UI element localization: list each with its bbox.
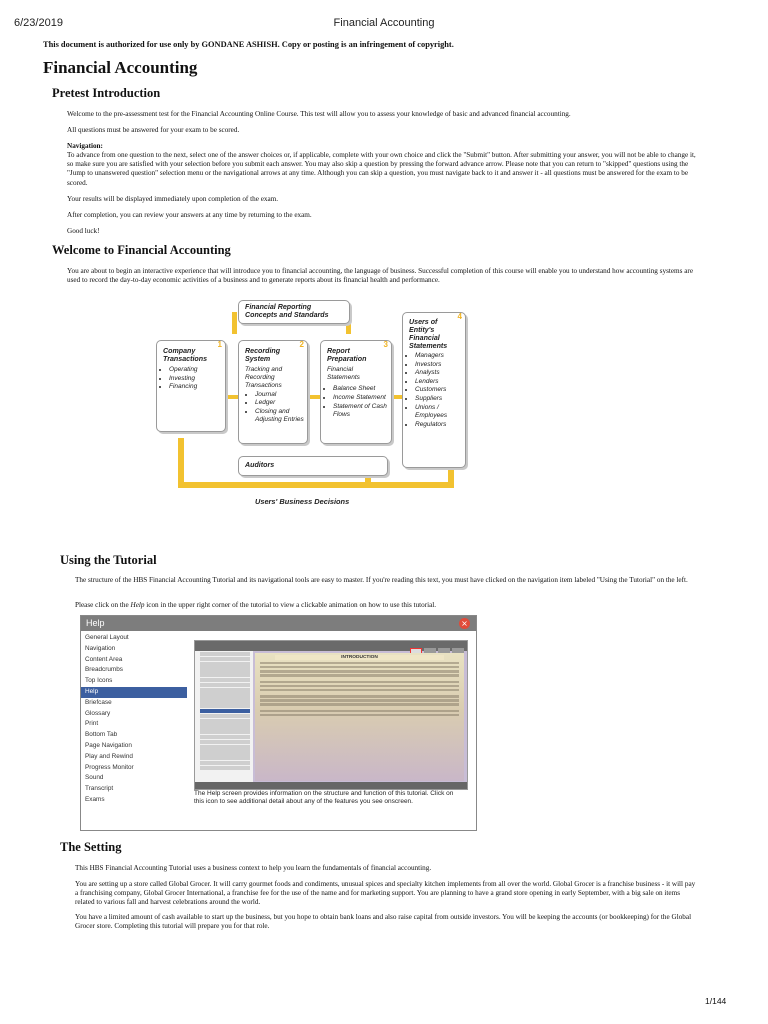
list-item: • Ledger — [255, 399, 307, 408]
report-preparation-box — [320, 340, 392, 444]
welcome-text: You are about to begin an interactive experience that will introduce you to financial accounting, the language of business. Successful completion of this course will enable you to understand how accounting systems are used to record the day-to-day economic activities of a business and to generate reports about its financial health and performance. — [67, 267, 694, 285]
feedback-arrow-right — [448, 466, 454, 488]
list-item: • Operating — [169, 366, 225, 375]
report-preparation-title: Report Preparation — [327, 347, 367, 363]
recording-system-subtitle: Tracking and Recording Transactions — [245, 366, 283, 390]
recording-system-list — [239, 391, 307, 425]
tutorial-help-pre: Please click on the — [75, 601, 131, 609]
help-menu-item-active[interactable]: Help — [81, 687, 187, 698]
list-item: • Unions / Employees — [415, 404, 465, 421]
welcome-heading: Welcome to Financial Accounting — [52, 243, 231, 257]
pretest-results: Your results will be displayed immediately upon completion of the exam. — [67, 195, 279, 203]
screenshot-content — [255, 653, 464, 781]
setting-story: You are setting up a store called Global Grocer. It will carry gourmet foods and condiments, unusual spices and specialty kitchen implements from all over the world. Global Grocer is a franchise business - it will pay a franchising company, Global Grocer International, a franchise fee for the use of the name and for marketing support. You are planning to have a grand store opening in early September, with a big sale on items related to various fall and harvest celebrations around the world. — [75, 880, 696, 907]
list-item: • Regulators — [415, 421, 465, 430]
navigation-label — [67, 142, 699, 151]
tutorial-text: The structure of the HBS Financial Accounting Tutorial and its navigational tools are easy to master. If you're reading this text, you must have clicked on the navigation item labeled "Using the Tutorial" on the left. — [75, 576, 688, 584]
list-item: • Analysts — [415, 369, 465, 378]
concepts-arrow-left — [232, 312, 237, 334]
auditors-box — [238, 456, 388, 476]
help-title: Help — [86, 618, 105, 628]
report-preparation-list — [321, 385, 391, 419]
pretest-review: After completion, you can review your answers at any time by returning to the exam. — [67, 211, 312, 219]
step-number-3: 3 — [383, 340, 388, 349]
users-box — [402, 312, 466, 468]
pretest-heading: Pretest Introduction — [52, 86, 161, 100]
screenshot-bottom-bar — [195, 782, 467, 789]
help-title-bar — [81, 616, 476, 631]
list-item: • Customers — [415, 386, 465, 395]
help-menu-item[interactable]: Sound — [85, 774, 104, 782]
reporting-concepts-box — [238, 300, 350, 324]
print-header-title: Financial Accounting — [333, 17, 435, 29]
help-menu-item[interactable]: Transcript — [85, 785, 114, 793]
help-menu-item[interactable]: Progress Monitor — [85, 763, 134, 771]
help-menu-item[interactable]: Play and Rewind — [85, 752, 133, 760]
company-transactions-box — [156, 340, 226, 432]
list-item: • Income Statement — [333, 394, 391, 403]
help-menu-item[interactable]: Breadcrumbs — [85, 666, 124, 674]
users-title: Users of Entity's Financial Statements — [409, 318, 448, 350]
feedback-arrow-left — [178, 438, 184, 488]
list-item: • Closing and Adjusting Entries — [255, 408, 307, 425]
setting-intro: This HBS Financial Accounting Tutorial uses a business context to help you learn the fundamentals of financial accounting. — [75, 864, 432, 872]
recording-system-box — [238, 340, 308, 444]
screenshot-toolbar — [195, 641, 467, 651]
tutorial-help-hint — [75, 601, 707, 610]
help-menu-item[interactable]: Print — [85, 720, 99, 728]
help-menu-item[interactable]: General Layout — [85, 634, 129, 641]
pretest-intro: Welcome to the pre-assessment test for the Financial Accounting Online Course. This test will allow you to assess your knowledge of basic and advanced financial accounting. — [67, 110, 571, 118]
tutorial-heading: Using the Tutorial — [60, 553, 157, 567]
tutorial-help-word: Help — [130, 601, 145, 609]
feedback-arrow-bottom — [178, 482, 454, 488]
company-transactions-title: Company Transactions — [163, 347, 208, 363]
screenshot-nav — [195, 651, 253, 782]
help-menu-item[interactable]: Content Area — [85, 655, 123, 663]
step-number-4: 4 — [457, 312, 462, 321]
list-item: • Financing — [169, 383, 225, 392]
tutorial-help-post: icon in the upper right corner of the tutorial to view a clickable animation on how to use this tutorial. — [144, 601, 437, 609]
help-menu-item[interactable]: Navigation — [85, 644, 116, 652]
recording-system-title: Recording System — [245, 347, 281, 363]
list-item: • Investors — [415, 361, 465, 370]
setting-heading: The Setting — [60, 840, 122, 854]
tutorial-screenshot — [194, 640, 468, 790]
list-item: • Managers — [415, 352, 465, 361]
help-caption: The Help screen provides information on the structure and function of this tutorial. Click on this icon to see additional detail about any of the features you see onscreen. — [194, 790, 454, 805]
help-menu-item[interactable]: Page Navigation — [85, 741, 132, 749]
report-preparation-subtitle: Financial Statements — [327, 366, 360, 382]
reporting-concepts-label: Financial Reporting Concepts and Standards — [245, 303, 329, 319]
pretest-requirement: All questions must be answered for your exam to be scored. — [67, 126, 240, 134]
page-title: Financial Accounting — [43, 58, 198, 77]
list-item: • Balance Sheet — [333, 385, 391, 394]
print-date: 6/23/2019 — [14, 17, 63, 29]
help-menu — [81, 633, 187, 806]
decisions-label: Users' Business Decisions — [255, 497, 350, 506]
pretest-good-luck: Good luck! — [67, 227, 100, 235]
company-transactions-list — [157, 366, 225, 392]
list-item: • Lenders — [415, 378, 465, 387]
auditors-label: Auditors — [245, 461, 275, 469]
step-number-1: 1 — [217, 340, 222, 349]
step-number-2: 2 — [299, 340, 304, 349]
list-item: • Suppliers — [415, 395, 465, 404]
screenshot-content-title: INTRODUCTION — [275, 655, 444, 660]
users-list — [403, 352, 465, 429]
list-item: • Journal — [255, 391, 307, 400]
close-icon[interactable]: × — [459, 618, 470, 629]
list-item: • Investing — [169, 375, 225, 384]
setting-role: You have a limited amount of cash available to start up the business, but you hope to obtain bank loans and also raise capital from outside investors. You will be keeping the accounts (or bookkeeping) for the Global Grocer store. Completing this tutorial will prepare you for that role. — [75, 913, 692, 931]
help-menu-item[interactable]: Exams — [85, 795, 105, 803]
help-menu-item[interactable]: Bottom Tab — [85, 731, 118, 739]
help-menu-item[interactable]: Glossary — [85, 709, 111, 717]
page-number: 1/144 — [705, 996, 727, 1006]
accounting-flow-diagram — [150, 298, 470, 510]
list-item: • Statement of Cash Flows — [333, 403, 391, 420]
help-window — [80, 615, 477, 831]
copyright-notice: This document is authorized for use only by GONDANE ASHISH. Copy or posting is an infringement of copyright. — [43, 40, 454, 49]
navigation-text: To advance from one question to the next, select one of the answer choices or, if applicable, complete with your own choice and click the "Submit" button. After submitting your answer, you will not be able to change it, so make sure you are satisfied with your selection before you submit each answer. You may also skip a question by pressing the forward advance arrow. Please note that you can return to "skipped" questions using the "Jump to unanswered question" selection menu or the navigational arrows at any time. Although you can skip a question, you must navigate back to it and answer it - all questions must be answered for the exam to be scored. — [67, 151, 696, 187]
help-menu-item[interactable]: Briefcase — [85, 698, 112, 706]
navigation-label-text: Navigation: — [67, 142, 103, 150]
help-menu-item[interactable]: Top Icons — [85, 677, 113, 685]
